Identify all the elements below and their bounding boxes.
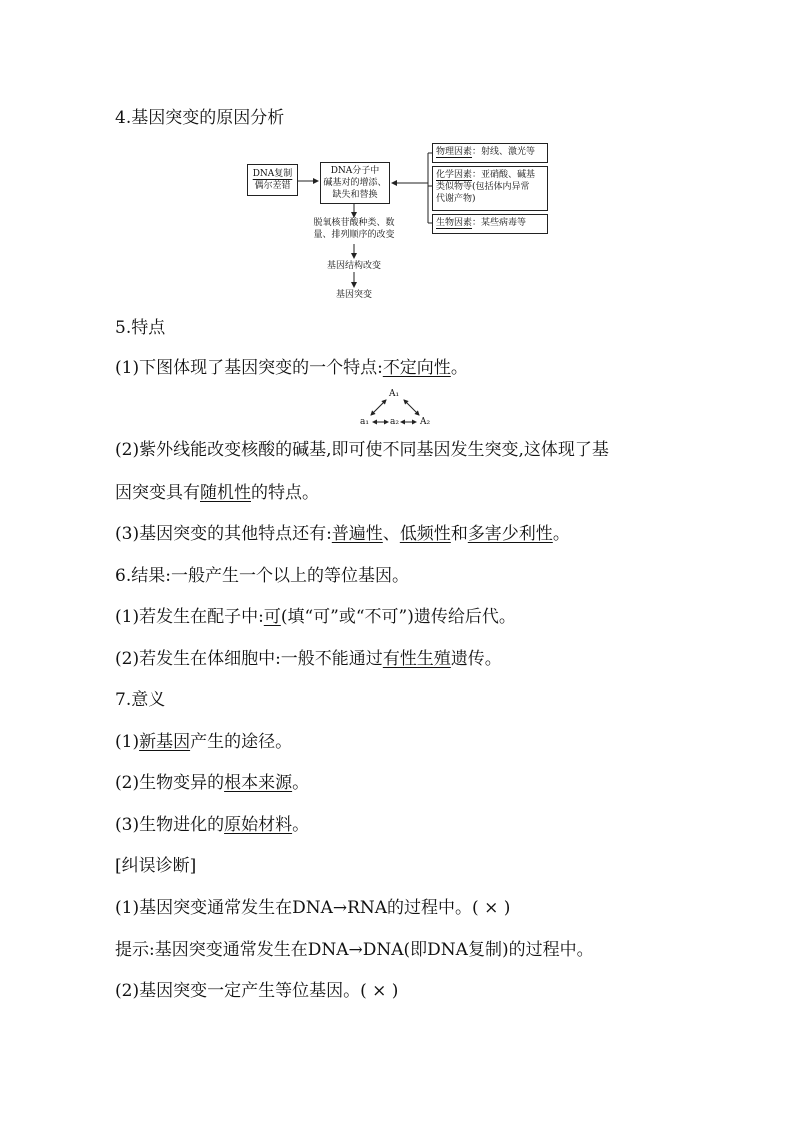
item-text: (1)若发生在配子中: [115,607,264,627]
review-hint-1: 提示:基因突变通常发生在DNA→DNA(即DNA复制)的过程中。 [115,940,594,960]
answer-blank: 普遍性 [331,524,383,544]
item-text: (3)基因突变的其他特点还有: [115,524,332,544]
section-6-title: 6.结果:一般产生一个以上的等位基因。 [115,566,409,586]
section-5-item-3 [115,523,570,545]
item-text: 因突变具有 [115,483,200,503]
section-7-item-1 [115,731,292,753]
answer-blank: 不定向性 [382,358,451,378]
item-text: 产生的途径。 [190,732,293,752]
chemical-factors-text-1: ：亚硝酸、碱基 [472,170,536,180]
answer-blank: 根本来源 [224,773,293,793]
section-5-title: 5.特点 [115,318,166,338]
item-text: (1)下图体现了基因突变的一个特点: [115,358,383,378]
answer-blank: 随机性 [200,483,251,503]
item-text: (1) [115,732,140,752]
section-7-item-2 [115,772,309,794]
review-question-1: (1)基因突变通常发生在DNA→RNA的过程中。( × ) [115,898,511,918]
gene-mutation-text: 基因突变 [335,290,372,300]
answer-blank: 多害少利性 [467,524,553,544]
dna-copy-label: DNA复制 [252,169,293,179]
answer-blank: 低频性 [399,524,451,544]
item-text: (3)生物进化的 [115,815,225,835]
item-text: (2)生物变异的 [115,773,225,793]
section-5-item-2-line-2 [115,482,319,504]
section-7-item-3 [115,814,309,836]
answer-blank: 新基因 [139,732,191,752]
answer-blank: 有性生殖 [382,649,451,669]
physical-factors-label: 物理因素 [436,147,473,157]
item-text: 。 [552,524,570,544]
center-line-1: DNA分子中 [330,166,380,176]
item-text: 的特点。 [251,483,319,503]
item-text: 。 [292,773,310,793]
section-4-title: 4.基因突变的原因分析 [115,108,285,128]
nucleotide-change-line-1: 脱氧核苷酸种类、数 [313,218,395,228]
item-text: 、 [382,524,400,544]
item-text: 和 [450,524,468,544]
biological-factors-text: ：某些病毒等 [472,218,527,228]
item-text: 。 [292,815,310,835]
section-6-item-1 [115,606,516,628]
allele-A2: A₂ [420,417,431,427]
dna-copy-error-label: 偶尔差错 [254,181,291,191]
review-question-2: (2)基因突变一定产生等位基因。( × ) [115,981,399,1001]
answer-blank: 可 [263,607,281,627]
item-text: (填“可”或“不可”)遗传给后代。 [280,607,516,627]
biological-factors-label: 生物因素 [436,218,473,228]
gene-structure-change-text: 基因结构改变 [326,261,381,271]
section-5-item-2-line-1: (2)紫外线能改变核酸的碱基,即可使不同基因发生突变,这体现了基 [115,440,609,460]
review-title: [纠误诊断] [115,856,197,876]
nucleotide-change-line-2: 量、排列顺序的改变 [313,230,395,240]
item-text: (2)若发生在体细胞中:一般不能通过 [115,649,383,669]
answer-blank: 原始材料 [224,815,293,835]
center-line-2: 碱基对的增添、 [323,178,387,188]
chemical-factors-text-3: 代谢产物) [436,194,476,204]
center-line-3: 缺失和替换 [332,190,378,200]
allele-A1: A₁ [389,389,400,399]
item-text: 遗传。 [450,649,502,669]
item-text: 。 [450,358,468,378]
chemical-factors-text-2: 类似物等(包括体内异常 [436,182,530,192]
section-6-item-2 [115,648,502,670]
physical-factors-text: ：射线、激光等 [472,147,536,157]
allele-a2: a₂ [390,417,399,427]
allele-a1: a₁ [360,417,369,427]
chemical-factors-label: 化学因素 [436,170,473,180]
section-7-title: 7.意义 [115,690,166,710]
